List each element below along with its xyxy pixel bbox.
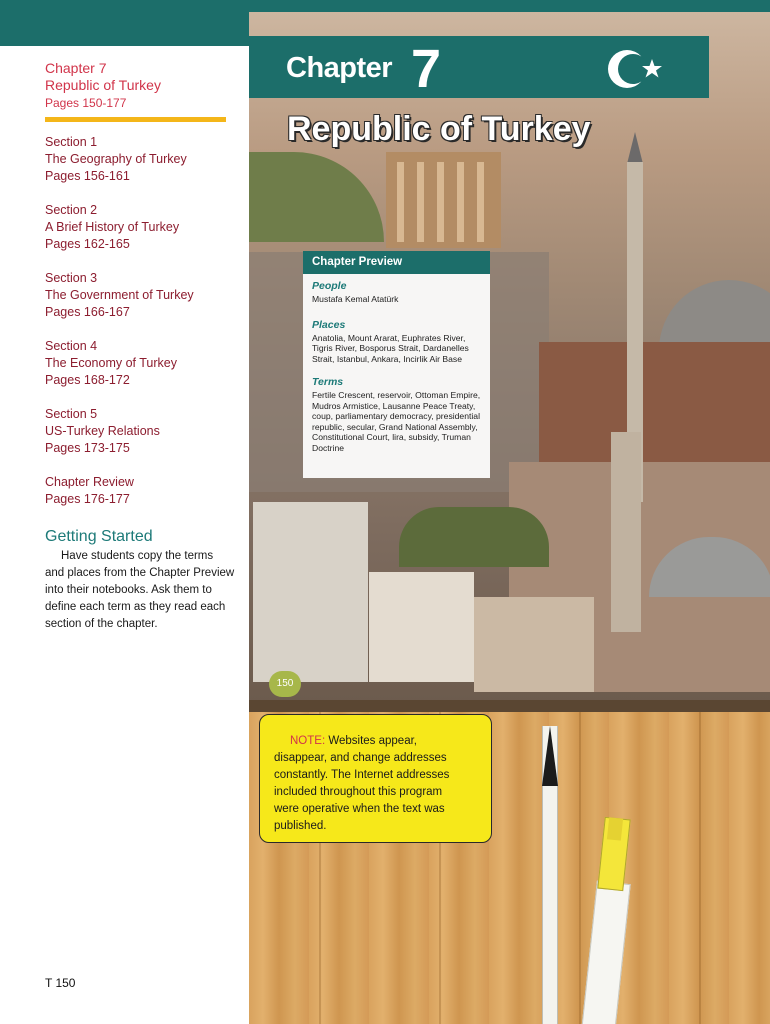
chapter-word: Chapter bbox=[286, 52, 393, 84]
preview-terms: Fertile Crescent, reservoir, Ottoman Empire, Mudros Armistice, Lausanne Peace Treaty, coup, parliamentary democracy, presidential republic, secular, Grand National Assembly, Constitutional Court, lira, subsidy, Truman Doctrine bbox=[312, 390, 481, 453]
section-pages: Pages 176-177 bbox=[45, 492, 130, 506]
wood-grain bbox=[579, 712, 581, 1024]
section-title: The Economy of Turkey bbox=[45, 356, 178, 370]
photo-building bbox=[253, 502, 368, 682]
section-pages: Pages 166-167 bbox=[45, 305, 130, 319]
outline-section-1 bbox=[45, 134, 235, 185]
getting-started-body: Have students copy the terms and places from the Chapter Preview into their notebooks. Ask them to define each term as they read each section of the chapter. bbox=[45, 550, 235, 630]
section-label: Section 1 bbox=[45, 135, 98, 149]
wood-grain bbox=[699, 712, 701, 1024]
chapter-preview-box bbox=[303, 251, 490, 478]
section-pages: Pages 162-165 bbox=[45, 237, 130, 251]
preview-people-label: People bbox=[312, 280, 347, 292]
section-pages: Pages 173-175 bbox=[45, 441, 130, 455]
section-label: Section 2 bbox=[45, 203, 98, 217]
outline-chapter-pages: Pages 150-177 bbox=[45, 96, 127, 110]
section-label: Section 5 bbox=[45, 407, 98, 421]
photo-building bbox=[474, 597, 594, 692]
websites-note bbox=[259, 714, 492, 843]
photo-minaret bbox=[611, 432, 641, 632]
getting-started-heading: Getting Started bbox=[45, 528, 153, 545]
photo-trees bbox=[399, 507, 549, 567]
chapter-title: Republic of Turkey bbox=[287, 110, 591, 148]
photo-ruin-column bbox=[437, 162, 444, 242]
outline-chapter-line2: Republic of Turkey bbox=[45, 77, 161, 93]
photo-ruin-column bbox=[417, 162, 424, 242]
highlighter-tip bbox=[607, 817, 623, 840]
section-label: Section 4 bbox=[45, 339, 98, 353]
outline-divider bbox=[45, 117, 226, 122]
preview-people: Mustafa Kemal Atatürk bbox=[312, 294, 399, 304]
chapter-number: 7 bbox=[411, 39, 442, 99]
section-title: The Geography of Turkey bbox=[45, 152, 187, 166]
outline-chapter-review bbox=[45, 474, 235, 508]
chapter-outline bbox=[45, 60, 235, 525]
photo-ruin-column bbox=[457, 162, 464, 242]
preview-heading: Chapter Preview bbox=[303, 251, 490, 274]
outline-section-2 bbox=[45, 202, 235, 253]
photo-mosque bbox=[539, 342, 770, 482]
photo-minaret-spire bbox=[627, 132, 643, 164]
photo-ruin-column bbox=[397, 162, 404, 242]
preview-terms-label: Terms bbox=[312, 376, 344, 388]
section-pages: Pages 168-172 bbox=[45, 373, 130, 387]
note-text: Websites appear, disappear, and change addresses constantly. The Internet addresses included throughout this program were operative when the text was published. bbox=[274, 735, 450, 832]
note-label: NOTE: bbox=[290, 735, 326, 747]
teacher-page-number: T 150 bbox=[45, 976, 76, 990]
outline-section-3 bbox=[45, 270, 235, 321]
preview-places-label: Places bbox=[312, 318, 346, 331]
section-title: The Government of Turkey bbox=[45, 288, 194, 302]
section-title: US-Turkey Relations bbox=[45, 424, 160, 438]
outline-section-4 bbox=[45, 338, 235, 389]
section-label: Chapter Review bbox=[45, 475, 134, 489]
section-pages: Pages 156-161 bbox=[45, 169, 130, 183]
photo-building bbox=[369, 572, 474, 682]
outline-chapter-line1: Chapter 7 bbox=[45, 60, 107, 76]
page-number-badge: 150 bbox=[269, 671, 301, 697]
student-page bbox=[249, 12, 770, 1024]
preview-places: Anatolia, Mount Ararat, Euphrates River, Tigris River, Bosporus Strait, Dardanelles Strait, Istanbul, Ankara, Incirlik Air Base bbox=[312, 332, 469, 364]
section-label: Section 3 bbox=[45, 271, 98, 285]
photo-ruin-column bbox=[477, 162, 484, 242]
outline-section-5 bbox=[45, 406, 235, 457]
crescent-star-icon bbox=[605, 44, 671, 94]
section-title: A Brief History of Turkey bbox=[45, 220, 180, 234]
